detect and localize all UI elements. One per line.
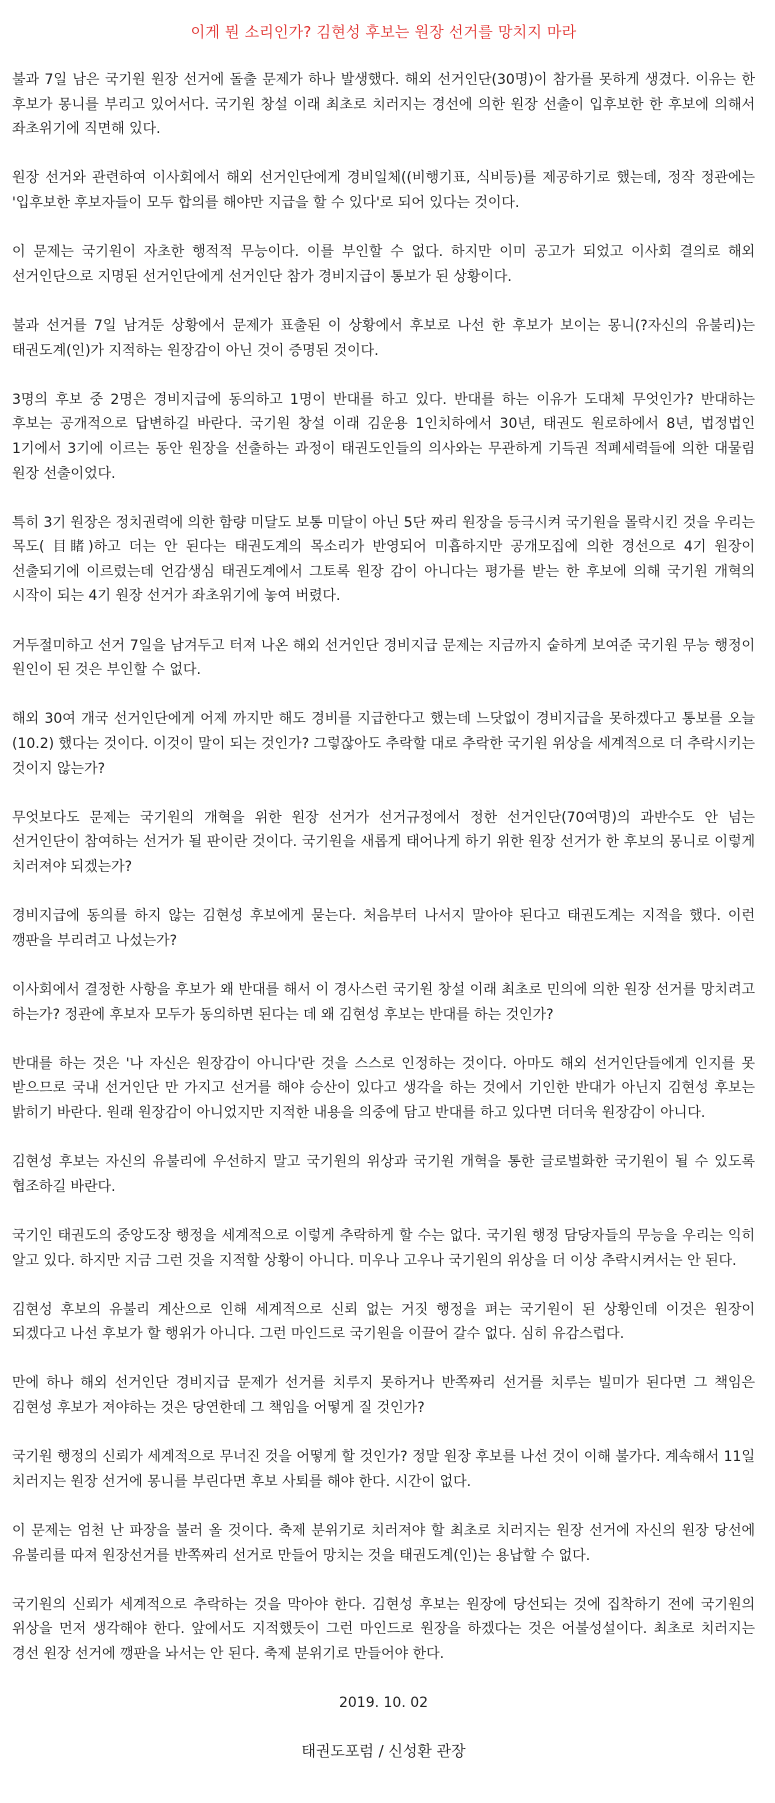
article-paragraph-10: 경비지급에 동의를 하지 않는 김현성 후보에게 묻는다. 처음부터 나서지 말아야 된다고 태권도계는 지적을 했다. 이런 깽판을 부리려고 나섰는가?	[12, 908, 755, 949]
article-paragraph-8: 해외 30여 개국 선거인단에게 어제 까지만 해도 경비를 지급한다고 했는데 느닷없이 경비지급을 못하겠다고 통보를 오늘(10.2) 했다는 것이다. 이것이 말이 되는 것인가? 그렇잖아도 추락할 대로 추락한 국기원 위상을 세계적으로 더 추락시키는 것이지 않는가?	[12, 711, 755, 777]
article-paragraph-11: 이사회에서 결정한 사항을 후보가 왜 반대를 해서 이 경사스런 국기원 창설 이래 최초로 민의에 의한 원장 선거를 망치려고 하는가? 정관에 후보자 모두가 동의하면 된다는 데 왜 김현성 후보는 반대를 하는 것인가?	[12, 981, 755, 1023]
article-title: 이게 뭔 소리인가? 김현성 후보는 원장 선거를 망치지 마라	[190, 23, 577, 41]
article-paragraph-2: 원장 선거와 관련하여 이사회에서 해외 선거인단에게 경비일체((비행기표, 식비등)를 제공하기로 했는데, 정작 정관에는 '입후보한 후보자들이 모두 합의를 해야만 지급을 할 수 있다'로 되어 있다는 것이다.	[12, 170, 755, 211]
article-paragraph-16: 만에 하나 해외 선거인단 경비지급 문제가 선거를 치루지 못하거나 반쪽짜리 선거를 치루는 빌미가 된다면 그 책임은 김현성 후보가 져야하는 것은 당연한데 그 책임을 어떻게 질 것인가?	[12, 1375, 755, 1417]
article-paragraph-18: 이 문제는 엄천 난 파장을 불러 올 것이다. 축제 분위기로 치러져야 할 최초로 치러지는 원장 선거에 자신의 원장 당선에 유불리를 따져 원장선거를 반쪽짜리 선거로 만들어 망치는 것을 태권도계(인)는 용납할 수 없다.	[12, 1523, 755, 1564]
article-paragraph-9: 무엇보다도 문제는 국기원의 개혁을 위한 원장 선거가 선거규정에서 정한 선거인단(70여명)의 과반수도 안 넘는 선거인단이 참여하는 선거가 될 판이란 것이다. 국기원을 새롭게 태어나게 하기 위한 원장 선거가 한 후보의 몽니로 이렇게 치러져야 되겠는가?	[12, 809, 755, 875]
article-paragraph-13: 김현성 후보는 자신의 유불리에 우선하지 말고 국기원의 위상과 국기원 개혁을 통한 글로벌화한 국기원이 될 수 있도록 협조하길 바란다.	[12, 1154, 755, 1195]
article-paragraph-3: 이 문제는 국기원이 자초한 행적적 무능이다. 이를 부인할 수 없다. 하지만 이미 공고가 되었고 이사회 결의로 해외 선거인단으로 지명된 선거인단에게 선거인단 참가 경비지급이 통보가 된 상황이다.	[12, 244, 755, 285]
article-paragraph-19: 국기원의 신뢰가 세계적으로 추락하는 것을 막아야 한다. 김현성 후보는 원장에 당선되는 것에 집착하기 전에 국기원의 위상을 먼저 생각해야 한다. 앞에서도 지적했듯이 그런 마인드로 원장을 하겠다는 것은 어불성설이다. 최초로 치러지는 경선 원장 선거에 깽판을 놔서는 안 된다. 축제 분위기로 만들어야 한다.	[12, 1596, 755, 1662]
article-paragraph-5: 3명의 후보 중 2명은 경비지급에 동의하고 1명이 반대를 하고 있다. 반대를 하는 이유가 도대체 무엇인가? 반대하는 후보는 공개적으로 답변하길 바란다. 국기원 창설 이래 김운용 1인치하에서 30년, 태권도 원로하에서 8년, 법정법인 1기에서 3기에 이르는 동안 원장을 선출하는 과정이 태권도인들의 의사와는 무관하게 기득권 적폐세력들에 의한 대물림 원장 선출이었다.	[12, 391, 755, 482]
article-paragraph-7: 거두절미하고 선거 7일을 남겨두고 터져 나온 해외 선거인단 경비지급 문제는 지금까지 숱하게 보여준 국기원 무능 행정이 원인이 된 것은 부인할 수 없다.	[12, 637, 755, 679]
article-signature: 태권도포럼 / 신성환 관장	[301, 1742, 466, 1761]
article-paragraph-1: 불과 7일 남은 국기원 원장 선거에 돌출 문제가 하나 발생했다. 해외 선거인단(30명)이 참가를 못하게 생겼다. 이유는 한 후보가 몽니를 부리고 있어서다. 국기원 창설 이래 최초로 치러지는 경선에 의한 원장 선출이 입후보한 한 후보에 의해서 좌초위기에 직면해 있다.	[12, 72, 755, 138]
article-date: 2019. 10. 02	[338, 1695, 429, 1712]
article-paragraph-6: 특히 3기 원장은 정치권력에 의한 함량 미달도 보통 미달이 아닌 5단 짜리 원장을 등극시켜 국기원을 몰락시킨 것을 우리는 목도( 目睹)하고 더는 안 된다는 태권도계의 목소리가 반영되어 미흡하지만 공개모집에 의한 경선으로 4기 원장이 선출되기에 이르렀는데 언감생심 태권도계에서 그토록 원장 감이 아니다는 평가를 받는 한 후보에 의해 국기원 개혁의 시작이 되는 4기 원장 선거가 좌초위기에 놓여 버렸다.	[12, 514, 755, 605]
article-paragraph-12: 반대를 하는 것은 '나 자신은 원장감이 아니다'란 것을 스스로 인정하는 것이다. 아마도 해외 선거인단들에게 인지를 못 받으므로 국내 선거인단 만 가지고 선거를 해야 승산이 있다고 생각을 하는 것에서 기인한 반대가 아닌지 김현성 후보는 밝히기 바란다. 원래 원장감이 아니었지만 지적한 내용을 의중에 담고 반대를 하고 있다면 더더욱 원장감이 아니다.	[12, 1055, 755, 1121]
article-paragraph-14: 국기인 태권도의 중앙도장 행정을 세계적으로 이렇게 추락하게 할 수는 없다. 국기원 행정 담당자들의 무능을 우리는 익히 알고 있다. 하지만 지금 그런 것을 지적할 상황이 아니다. 미우나 고우나 국기원의 위상을 더 이상 추락시켜서는 안 된다.	[12, 1227, 755, 1269]
article-paragraph-17: 국기원 행정의 신뢰가 세계적으로 무너진 것을 어떻게 할 것인가? 정말 원장 후보를 나선 것이 이해 불가다. 계속해서 11일 치러지는 원장 선거에 몽니를 부린다면 후보 사퇴를 해야 한다. 시간이 없다.	[12, 1449, 755, 1490]
article-paragraph-15: 김현성 후보의 유불리 계산으로 인해 세계적으로 신뢰 없는 거짓 행정을 펴는 국기원이 된 상황인데 이것은 원장이 되겠다고 나선 후보가 할 행위가 아니다. 그런 마인드로 국기원을 이끌어 갈수 없다. 심히 유감스럽다.	[12, 1301, 755, 1343]
article-paragraph-4: 불과 선거를 7일 남겨둔 상황에서 문제가 표출된 이 상황에서 후보로 나선 한 후보가 보이는 몽니(?자신의 유불리)는 태권도계(인)가 지적하는 원장감이 아닌 것이 증명된 것이다.	[12, 317, 755, 359]
